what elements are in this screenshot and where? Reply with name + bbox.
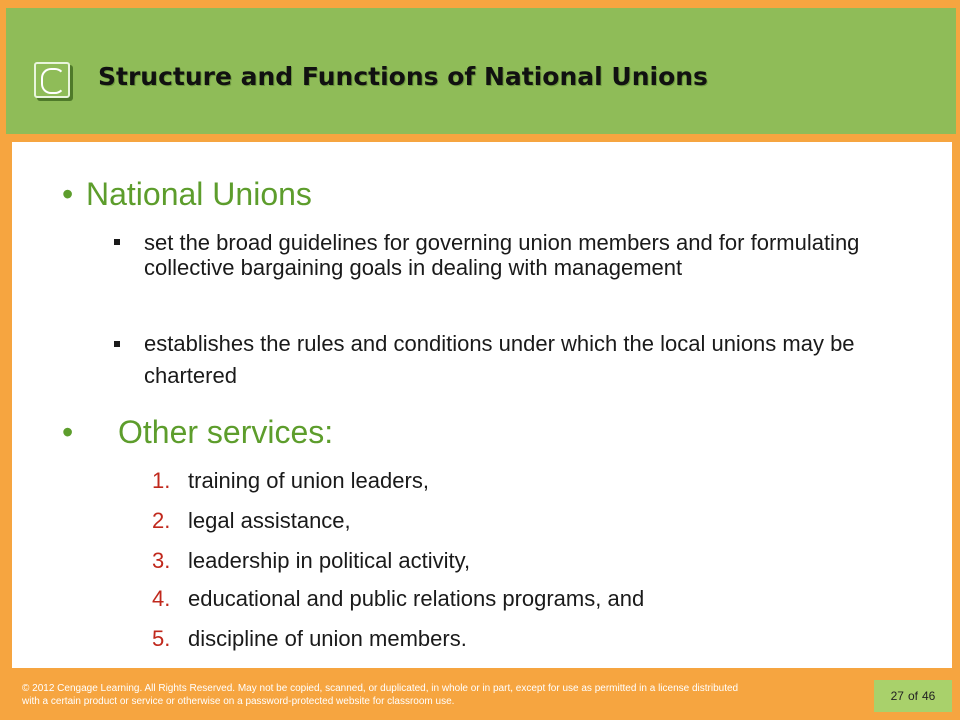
heading-national-unions-text: National Unions bbox=[86, 176, 312, 212]
service-text: training of union leaders, bbox=[188, 468, 429, 493]
heading-other-services bbox=[62, 414, 333, 451]
service-text: legal assistance, bbox=[188, 508, 351, 533]
bullet-dot-icon: • bbox=[62, 176, 74, 212]
service-number: 1. bbox=[152, 468, 171, 493]
bullet-text: set the broad guidelines for governing union members and for formulating collective bargaining goals in dealing with management bbox=[144, 230, 860, 280]
slide-content bbox=[12, 142, 952, 668]
copyright-notice: © 2012 Cengage Learning. All Rights Reserved. May not be copied, scanned, or duplicated, in whole or in part, except for use as permitted in a license distributed with a certain product or service or otherwise on a password-protected website for classroom use. bbox=[22, 683, 739, 707]
service-item bbox=[152, 548, 470, 574]
page-total: 46 bbox=[922, 689, 936, 703]
service-text: leadership in political activity, bbox=[188, 548, 471, 573]
slide-logo-icon bbox=[34, 62, 70, 98]
service-item bbox=[152, 586, 644, 612]
service-item bbox=[152, 468, 429, 494]
service-item bbox=[152, 508, 351, 534]
bullet-dot-icon: • bbox=[62, 414, 74, 450]
service-number: 5. bbox=[152, 626, 171, 651]
service-number: 4. bbox=[152, 586, 171, 611]
service-number: 3. bbox=[152, 548, 171, 573]
square-bullet-icon bbox=[114, 239, 120, 245]
slide-frame bbox=[6, 8, 956, 668]
header-band bbox=[6, 8, 956, 134]
page-indicator bbox=[874, 680, 952, 712]
bullet-text: establishes the rules and conditions under which the local unions may be chartered bbox=[144, 331, 855, 388]
heading-other-services-text: Other services: bbox=[118, 414, 334, 450]
slide-title: Structure and Functions of National Unions bbox=[98, 62, 708, 91]
heading-national-unions bbox=[62, 176, 312, 213]
list-item bbox=[114, 328, 904, 392]
list-item bbox=[114, 230, 904, 280]
service-text: educational and public relations programs, and bbox=[188, 586, 645, 611]
service-number: 2. bbox=[152, 508, 171, 533]
square-bullet-icon bbox=[114, 341, 120, 347]
page-current: 27 bbox=[890, 689, 904, 703]
page-of-label: of bbox=[907, 689, 918, 703]
service-item bbox=[152, 626, 467, 652]
service-text: discipline of union members. bbox=[188, 626, 467, 651]
